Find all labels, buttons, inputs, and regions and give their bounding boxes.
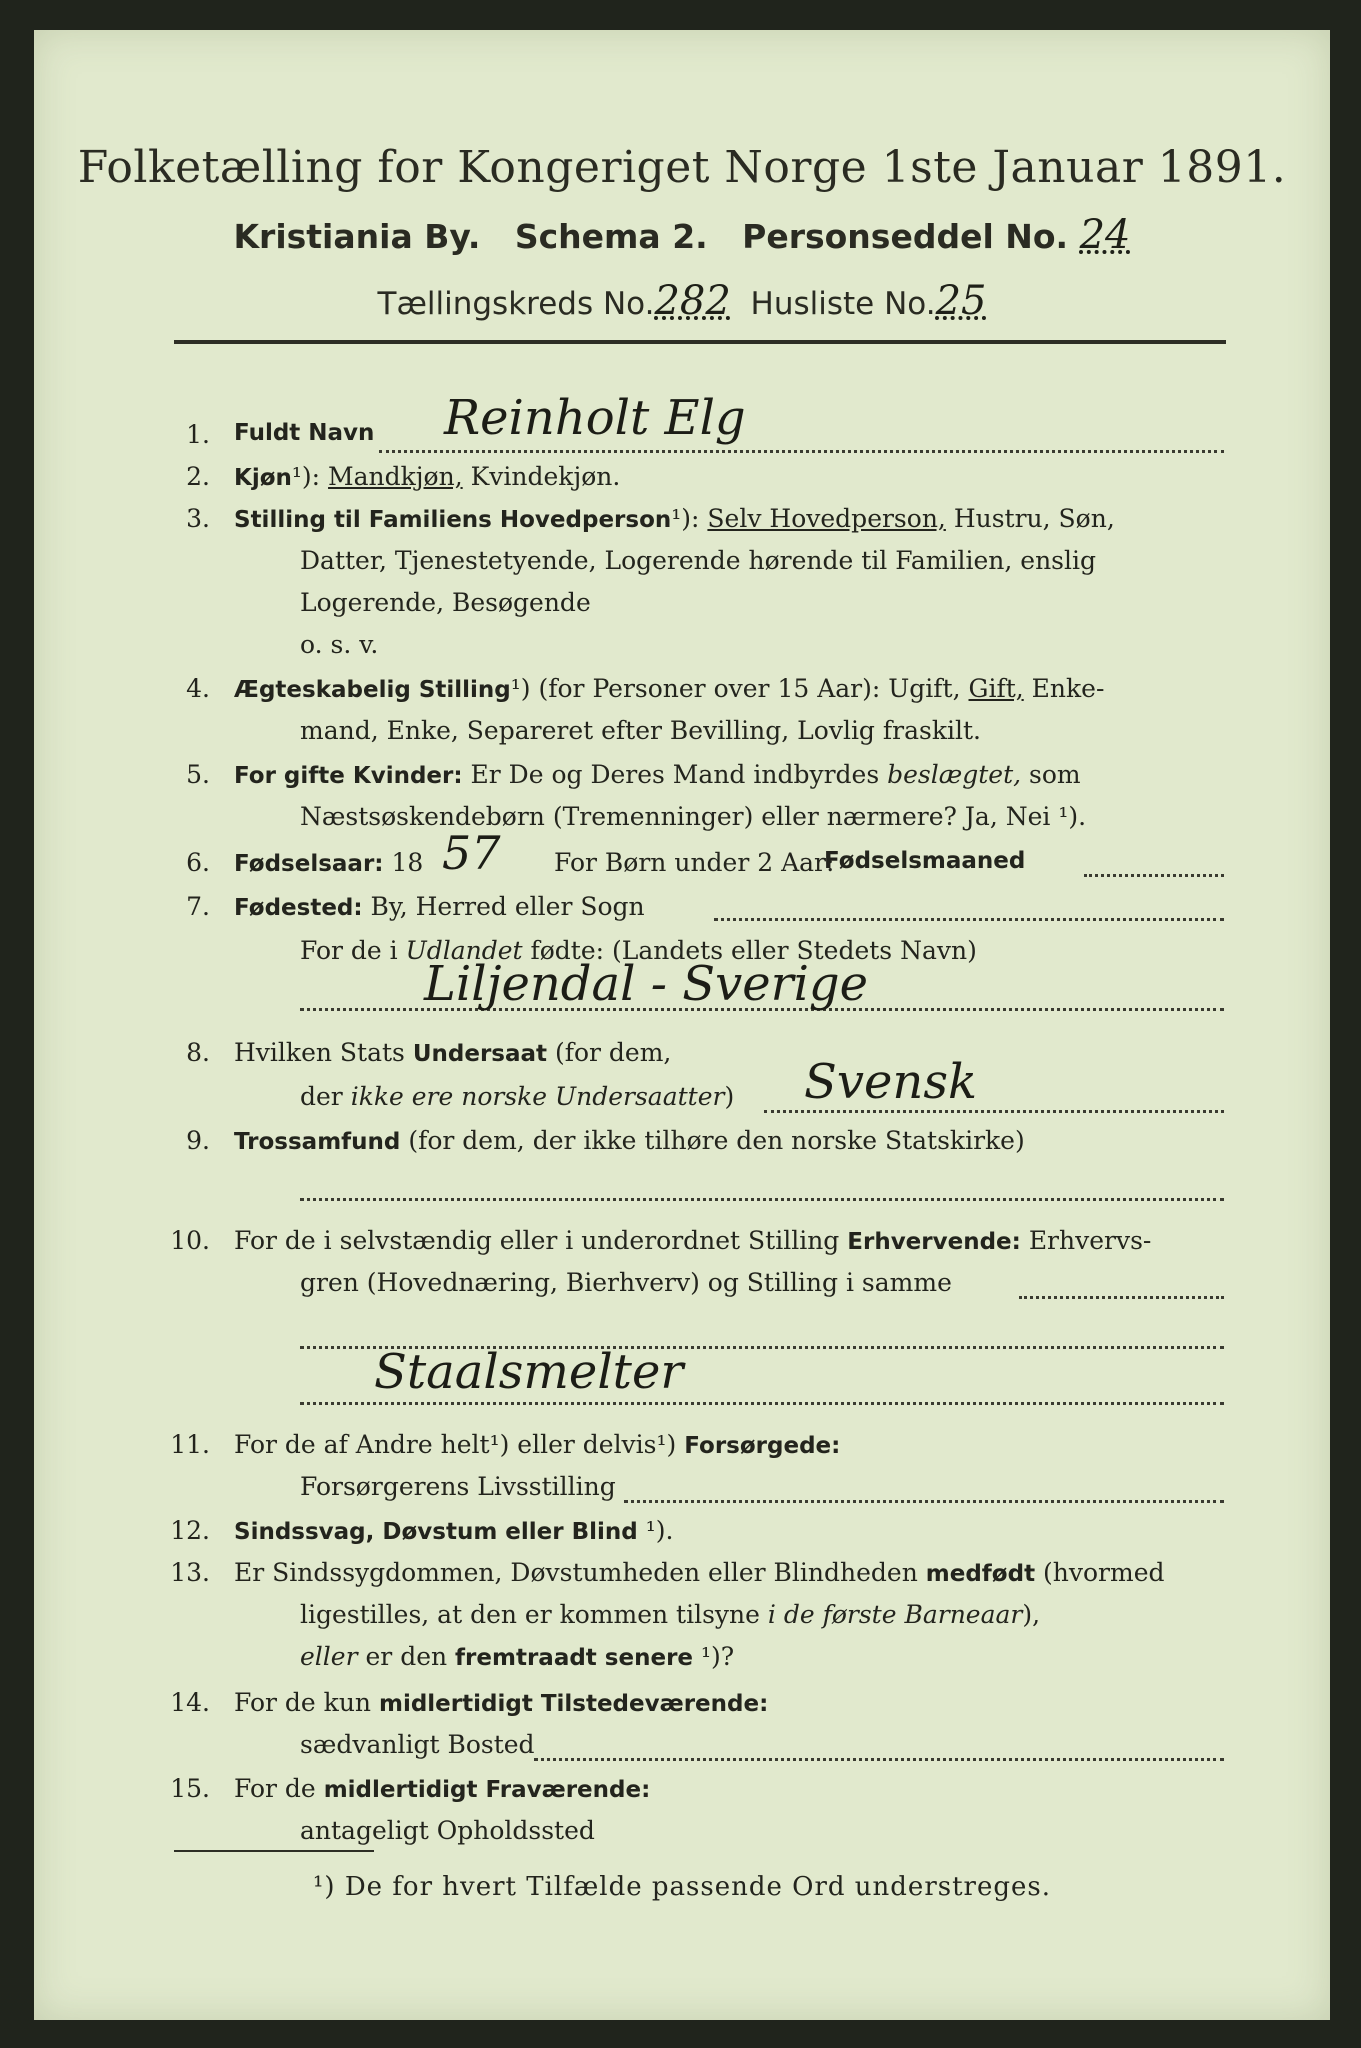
options: Hustru, Søn, [953, 504, 1115, 533]
census-form-sheet [34, 30, 1330, 2020]
item-6 [34, 848, 1330, 888]
item-number: 2. [186, 462, 210, 491]
item-label: Fødselsmaaned [824, 848, 1026, 874]
item-15 [34, 1774, 1330, 1814]
question-text: beslægtet, [887, 760, 1022, 789]
question-text: For de i [300, 936, 398, 965]
question-text: ikke ere norske Undersaatter [350, 1082, 725, 1111]
dotted-line [1019, 1296, 1224, 1299]
item-number: 12. [170, 1516, 210, 1545]
question-text: For de [234, 1774, 316, 1803]
item-number: 1. [186, 420, 210, 449]
city-label: Kristiania By. [233, 217, 481, 256]
footnote: ¹) De for hvert Tilfælde passende Ord understreges. [312, 1872, 1051, 1902]
item-label: Ægteskabelig Stilling [234, 677, 511, 703]
item-number: 6. [186, 848, 210, 877]
year-prefix: 18 [391, 848, 424, 877]
selected-option: Gift, [968, 674, 1024, 703]
question-text: Erhvervs- [1028, 1226, 1152, 1255]
item-label: Trossamfund [234, 1129, 401, 1155]
form-title: Folketælling for Kongeriget Norge 1ste Januar 1891. [77, 142, 1287, 193]
district-line [34, 278, 1330, 324]
item-label: Kjøn [234, 465, 292, 491]
occupation-value: Staalsmelter [374, 1344, 684, 1400]
husliste-label: Husliste No. [750, 286, 936, 322]
item-7 [34, 892, 1330, 932]
question-text: For de i selvstændig eller i underordnet Stilling [234, 1226, 840, 1255]
item-11 [34, 1430, 1330, 1470]
options: Datter, Tjenestetyende, Logerende hørende til Familien, enslig [300, 546, 1097, 575]
citizenship-value: Svensk [804, 1054, 978, 1110]
personseddel-number: 24 [1079, 212, 1131, 258]
kreds-label: Tællingskreds No. [377, 286, 655, 322]
item-label: For gifte Kvinder: [234, 763, 463, 789]
item-label: Fødselsaar: [234, 851, 384, 877]
item-number: 8. [186, 1038, 210, 1067]
question-text: fødte: (Landets eller Stedets Navn) [530, 936, 977, 965]
birth-year-value: 57 [442, 826, 501, 880]
question-text: i de første Barneaar [767, 1600, 1023, 1629]
options: o. s. v. [300, 630, 379, 659]
form-subtitle [34, 212, 1330, 258]
footnote-ref: ¹). [645, 1516, 674, 1545]
item-label: midlertidigt Tilstedeværende: [378, 1691, 769, 1717]
item-4 [34, 674, 1330, 714]
item-5 [34, 760, 1330, 800]
footnote-ref: ¹): [291, 462, 321, 491]
question-text: For de kun [234, 1688, 372, 1717]
selected-option: Mandkjøn, [328, 462, 463, 491]
option: Kvindekjøn. [470, 462, 621, 491]
question-text: ), [1022, 1600, 1041, 1629]
footnote-ref: ¹) [510, 674, 531, 703]
question-text: der [300, 1082, 343, 1111]
item-number: 15. [170, 1774, 210, 1803]
name-value: Reinholt Elg [444, 390, 746, 446]
item-8 [34, 1038, 1330, 1078]
item-label: fremtraadt senere [455, 1645, 694, 1671]
item-number: 14. [170, 1688, 210, 1717]
item-2 [34, 462, 1330, 502]
item-10 [34, 1226, 1330, 1266]
options: Logerende, Besøgende [300, 588, 591, 617]
husliste-number: 25 [935, 278, 987, 324]
question-text: Udlandet [405, 936, 523, 965]
question-text: For de af Andre helt¹) eller delvis¹) [234, 1430, 677, 1459]
birthplace-value: Liljendal - Sverige [424, 956, 869, 1012]
dotted-line [1084, 874, 1224, 877]
question-text: gren (Hovednæring, Bierhverv) og Stilling i samme [300, 1268, 952, 1297]
kreds-number: 282 [654, 278, 731, 324]
item-label: medfødt [925, 1561, 1036, 1587]
question-text: ) [724, 1082, 735, 1111]
personseddel-label: Personseddel No. [742, 217, 1069, 256]
item-3 [34, 504, 1330, 544]
question-text: ligestilles, at den er kommen tilsyne [300, 1600, 760, 1629]
item-label: Stilling til Familiens Hovedperson [234, 507, 672, 533]
question-text: (for dem, [554, 1038, 672, 1067]
options: (for Personer over 15 Aar): Ugift, [538, 674, 961, 703]
item-label: Undersaat [412, 1041, 548, 1067]
selected-option: Selv Hovedperson, [707, 504, 946, 533]
item-14 [34, 1688, 1330, 1728]
question-text: Næstsøskendebørn (Tremenninger) eller nærmere? Ja, Nei ¹). [300, 802, 1087, 831]
schema-label: Schema 2. [514, 217, 708, 256]
question-text: som [1029, 760, 1081, 789]
name-dotted-line [379, 450, 1224, 453]
question-text: (hvormed [1043, 1558, 1165, 1587]
item-9 [34, 1126, 1330, 1166]
question-text: Forsørgerens Livsstilling [300, 1472, 616, 1501]
item-label: Erhvervende: [847, 1229, 1021, 1255]
footnote-ref: ¹)? [700, 1642, 735, 1671]
item-number: 4. [186, 674, 210, 703]
dotted-line [764, 1110, 1224, 1113]
item-label: Forsørgede: [684, 1433, 841, 1459]
item-12 [34, 1516, 1330, 1556]
dotted-line [534, 1758, 1224, 1761]
item-13 [34, 1558, 1330, 1598]
dotted-line [300, 1198, 1224, 1201]
question-text: By, Herred eller Sogn [370, 892, 645, 921]
question-text: antageligt Opholdssted [300, 1816, 595, 1845]
item-number: 5. [186, 760, 210, 789]
item-number: 9. [186, 1126, 210, 1155]
item-number: 13. [170, 1558, 210, 1587]
header-rule [174, 340, 1226, 344]
item-number: 10. [170, 1226, 210, 1255]
question-text: Hvilken Stats [234, 1038, 405, 1067]
item-number: 7. [186, 892, 210, 921]
question-text: Er Sindssygdommen, Døvstumheden eller Blindheden [234, 1558, 918, 1587]
footnote-rule [174, 1850, 374, 1852]
footnote-ref: ¹): [671, 504, 700, 533]
item-number: 3. [186, 504, 210, 533]
item-label: Sindssvag, Døvstum eller Blind [234, 1519, 638, 1545]
options: Enke- [1031, 674, 1105, 703]
options: mand, Enke, Separeret efter Bevilling, Lovlig fraskilt. [300, 716, 981, 745]
dotted-line [300, 1402, 1224, 1405]
question-text: sædvanligt Bosted [300, 1730, 535, 1759]
item-number: 11. [170, 1430, 210, 1459]
dotted-line [624, 1500, 1224, 1503]
item-label: midlertidigt Fraværende: [323, 1777, 651, 1803]
question-text: er den [365, 1642, 448, 1671]
dotted-line [714, 918, 1224, 921]
item-label: Fødested: [234, 895, 363, 921]
question-text: Er De og Deres Mand indbyrdes [470, 760, 880, 789]
question-text: eller [300, 1642, 358, 1671]
item-label: Fuldt Navn [234, 420, 375, 446]
question-text: For Børn under 2 Aar: [554, 848, 835, 877]
question-text: (for dem, der ikke tilhøre den norske Statskirke) [408, 1126, 1025, 1155]
